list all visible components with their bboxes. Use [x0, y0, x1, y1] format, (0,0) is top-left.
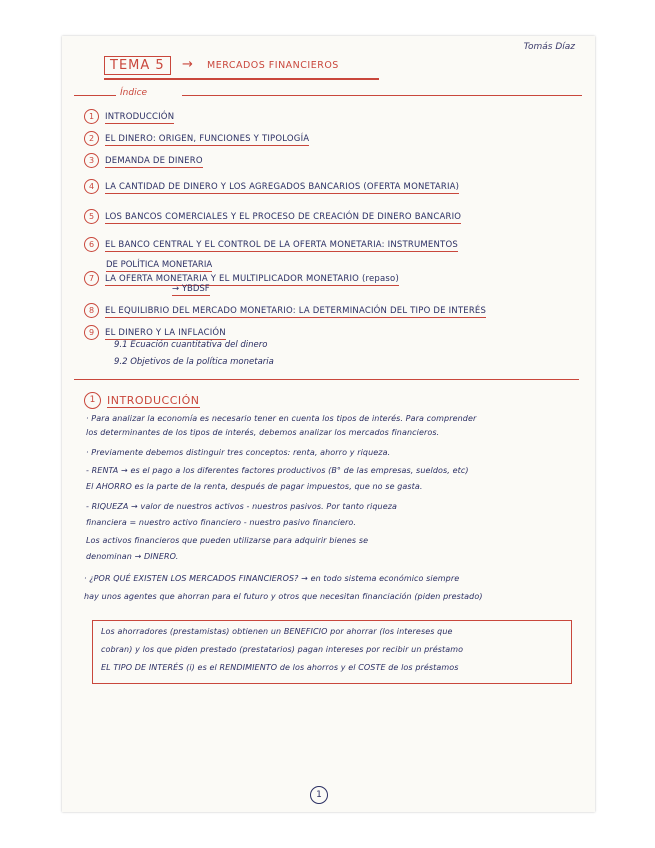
- box-line: cobran) y los que piden prestado (prestatarios) pagan intereses por recibir un préstamo: [101, 645, 464, 654]
- item-number: 1: [84, 109, 99, 124]
- body-line: denominan → DINERO.: [86, 552, 179, 561]
- item-number: 2: [84, 131, 99, 146]
- index-item: [84, 322, 226, 341]
- body-line: hay unos agentes que ahorran para el futuro y otros que necesitan financiación (piden prestado): [84, 592, 483, 601]
- indice-heading: Índice: [120, 88, 148, 98]
- section-divider: [74, 379, 579, 380]
- body-line: Los activos financieros que pueden utilizarse para adquirir bienes se: [86, 536, 369, 545]
- body-line: · ¿POR QUÉ EXISTEN LOS MERCADOS FINANCIEROS? → en todo sistema económico siempre: [84, 574, 460, 583]
- index-item-text: EL DINERO: ORIGEN, FUNCIONES Y TIPOLOGÍA: [105, 133, 310, 144]
- index-item-text: INTRODUCCIÓN: [105, 111, 175, 122]
- index-item: [84, 268, 399, 287]
- page-title: MERCADOS FINANCIEROS: [207, 60, 339, 71]
- index-item-text: LA OFERTA MONETARIA Y EL MULTIPLICADOR MONETARIO (repaso): [105, 273, 399, 284]
- item-number: 3: [84, 153, 99, 168]
- box-line: EL TIPO DE INTERÉS (i) es el RENDIMIENTO de los ahorros y el COSTE de los préstamos: [101, 663, 459, 672]
- index-item: [84, 176, 459, 195]
- item-number: 9: [84, 325, 99, 340]
- body-line: - RIQUEZA → valor de nuestros activos - nuestros pasivos. Por tanto riqueza: [86, 502, 398, 511]
- index-item-text: LA CANTIDAD DE DINERO Y LOS AGREGADOS BANCARIOS (OFERTA MONETARIA): [105, 181, 460, 192]
- tema-label: TEMA 5: [104, 56, 171, 75]
- body-line: · Para analizar la economía es necesario tener en cuenta los tipos de interés. Para comprender: [86, 414, 477, 423]
- index-item-text: LOS BANCOS COMERCIALES Y EL PROCESO DE CREACIÓN DE DINERO BANCARIO: [105, 211, 462, 222]
- body-line: los determinantes de los tipos de interés, debemos analizar los mercados financieros.: [86, 428, 440, 437]
- body-line: El AHORRO es la parte de la renta, después de pagar impuestos, que no se gasta.: [86, 482, 423, 491]
- box-line: Los ahorradores (prestamistas) obtienen un BENEFICIO por ahorrar (los intereses que: [101, 627, 453, 636]
- section-heading: [84, 392, 200, 409]
- indice-rule-right: [182, 95, 582, 96]
- item-number: 8: [84, 303, 99, 318]
- section-heading-text: INTRODUCCIÓN: [107, 393, 200, 407]
- index-subitem: 9.1 Ecuación cuantitativa del dinero: [114, 340, 268, 350]
- arrow-icon: →: [182, 57, 193, 72]
- index-item-continuation: [172, 284, 210, 294]
- item-number: 4: [84, 179, 99, 194]
- index-item: [84, 128, 309, 147]
- item-number: 5: [84, 209, 99, 224]
- item-number: 6: [84, 237, 99, 252]
- index-item-text: → YBDSF: [172, 284, 210, 294]
- highlight-box: [92, 620, 572, 684]
- page-number: 1: [310, 786, 328, 804]
- section-number: 1: [84, 392, 101, 409]
- body-line: - RENTA → es el pago a los diferentes factores productivos (B° de las empresas, sueldos, etc): [86, 466, 469, 475]
- indice-rule-left: [74, 95, 116, 96]
- item-number: 7: [84, 271, 99, 286]
- index-item: [84, 300, 486, 319]
- title-underline: [104, 78, 379, 80]
- index-item-text: EL EQUILIBRIO DEL MERCADO MONETARIO: LA DETERMINACIÓN DEL TIPO DE INTERÉS: [105, 305, 487, 316]
- index-item-text: DE POLÍTICA MONETARIA: [106, 260, 213, 270]
- index-item-text: EL DINERO Y LA INFLACIÓN: [105, 327, 226, 338]
- body-line: · Previamente debemos distinguir tres conceptos: renta, ahorro y riqueza.: [86, 448, 391, 457]
- author-name: Tomás Díaz: [523, 42, 575, 52]
- notebook-page: [62, 36, 595, 812]
- body-line: financiera = nuestro activo financiero - nuestro pasivo financiero.: [86, 518, 357, 527]
- index-item: [84, 234, 458, 253]
- index-item-text: DEMANDA DE DINERO: [105, 155, 203, 166]
- index-item: [84, 150, 203, 169]
- index-item-text: EL BANCO CENTRAL Y EL CONTROL DE LA OFERTA MONETARIA: INSTRUMENTOS: [105, 239, 458, 250]
- index-item: [84, 206, 461, 225]
- index-subitem: 9.2 Objetivos de la política monetaria: [114, 357, 274, 367]
- index-item: [84, 106, 174, 125]
